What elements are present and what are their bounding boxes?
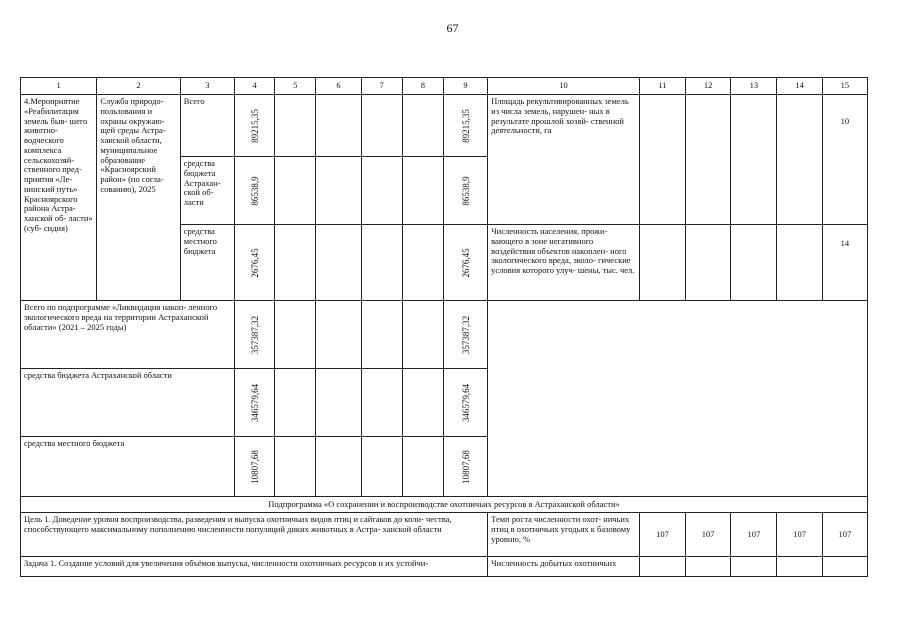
table-row	[21, 513, 868, 557]
amount-cell: 10807,68	[235, 437, 275, 497]
col-header: 10	[488, 78, 640, 95]
indicator-value: 14	[822, 225, 867, 301]
subprogram-title: Подпрограмма «О сохранении и воспроизводстве охотничьих ресурсов в Астраханской области»	[21, 497, 868, 513]
col-header: 11	[639, 78, 685, 95]
indicator-value: 10	[822, 95, 867, 225]
program-table	[20, 77, 868, 577]
col-header: 3	[180, 78, 234, 95]
goal-value: 107	[777, 513, 822, 557]
col-header: 1	[21, 78, 97, 95]
goal-value: 107	[731, 513, 777, 557]
funding-source: Всего	[180, 95, 234, 157]
local-budget-label: средства местного бюджета	[21, 437, 235, 497]
table-row	[21, 95, 868, 157]
column-number-row	[21, 78, 868, 95]
amount-cell: 2676,45	[235, 225, 275, 301]
subprogram-total-label: Всего по подпрограмме «Ликвидация накоп- ленного экологического вреда на территории Астраханской области» (2021 – 2025 годы)	[21, 301, 235, 369]
col-header: 2	[97, 78, 180, 95]
col-header: 9	[443, 78, 487, 95]
col-header: 7	[361, 78, 402, 95]
table-row	[21, 557, 868, 577]
goal-text: Цель 1. Доведение уровня воспроизводства, разведения и выпуска охотничьих видов птиц и сайгаков до коли- чества, способствующего максимальному пополнению численности популяций диких животных в Астра- ханской области	[21, 513, 488, 557]
funding-source: средства бюджета Астрахан- ской об- ласти	[180, 157, 234, 225]
amount-cell: 357387,32	[235, 301, 275, 369]
indicator-text: Численность населения, прожи- вающего в зоне негативного воздействия объектов накоплен- ного экологического вреда, эколо- гические условия которого улуч- шены, тыс. чел.	[488, 225, 640, 301]
col-header: 4	[235, 78, 275, 95]
amount-cell: 10807,68	[443, 437, 487, 497]
activity-name: 4.Мероприятие «Реабилитация земель быв- шего животно- водческого комплекса сельскохозяй- ственного пред- приятия «Ле- нинский путь» Красноярского района Астра- ханской об- ласти» (суб- сидия)	[21, 95, 97, 301]
col-header: 15	[822, 78, 867, 95]
col-header: 14	[777, 78, 822, 95]
goal-indicator: Темп роста численности охот- ничьих птиц в охотничьих угодьях к базовому уровню, %	[488, 513, 640, 557]
col-header: 8	[402, 78, 443, 95]
goal-value: 107	[822, 513, 867, 557]
amount-cell: 89215,35	[235, 95, 275, 157]
funding-source: средства местного бюджета	[180, 225, 234, 301]
col-header: 6	[316, 78, 361, 95]
indicator-text: Площадь рекультивированных земель из числа земель, нарушен- ных в результате прошлой хозяй- ственной деятельности, га	[488, 95, 640, 225]
amount-cell: 357387,32	[443, 301, 487, 369]
amount-cell: 346579,64	[443, 369, 487, 437]
activity-executor: Служба природо- пользования и охраны окружаю- щей среды Астра- ханской области, муниципальное образование «Красноярский район» (по согла- сованию), 2025	[97, 95, 180, 301]
task-indicator: Численность добытых охотничьих	[488, 557, 640, 577]
goal-value: 107	[686, 513, 731, 557]
table-row	[21, 497, 868, 513]
amount-cell: 89215,35	[443, 95, 487, 157]
task-text: Задача 1. Создание условий для увеличения объёмов выпуска, численности охотничьих ресурсов и их устойчи-	[21, 557, 488, 577]
table-row	[21, 301, 868, 369]
col-header: 5	[275, 78, 316, 95]
amount-cell: 2676,45	[443, 225, 487, 301]
goal-value: 107	[639, 513, 685, 557]
amount-cell: 86538,9	[443, 157, 487, 225]
amount-cell: 346579,64	[235, 369, 275, 437]
page-number: 67	[446, 21, 459, 35]
col-header: 12	[686, 78, 731, 95]
amount-cell: 86538,9	[235, 157, 275, 225]
col-header: 13	[731, 78, 777, 95]
regional-budget-label: средства бюджета Астраханской области	[21, 369, 235, 437]
